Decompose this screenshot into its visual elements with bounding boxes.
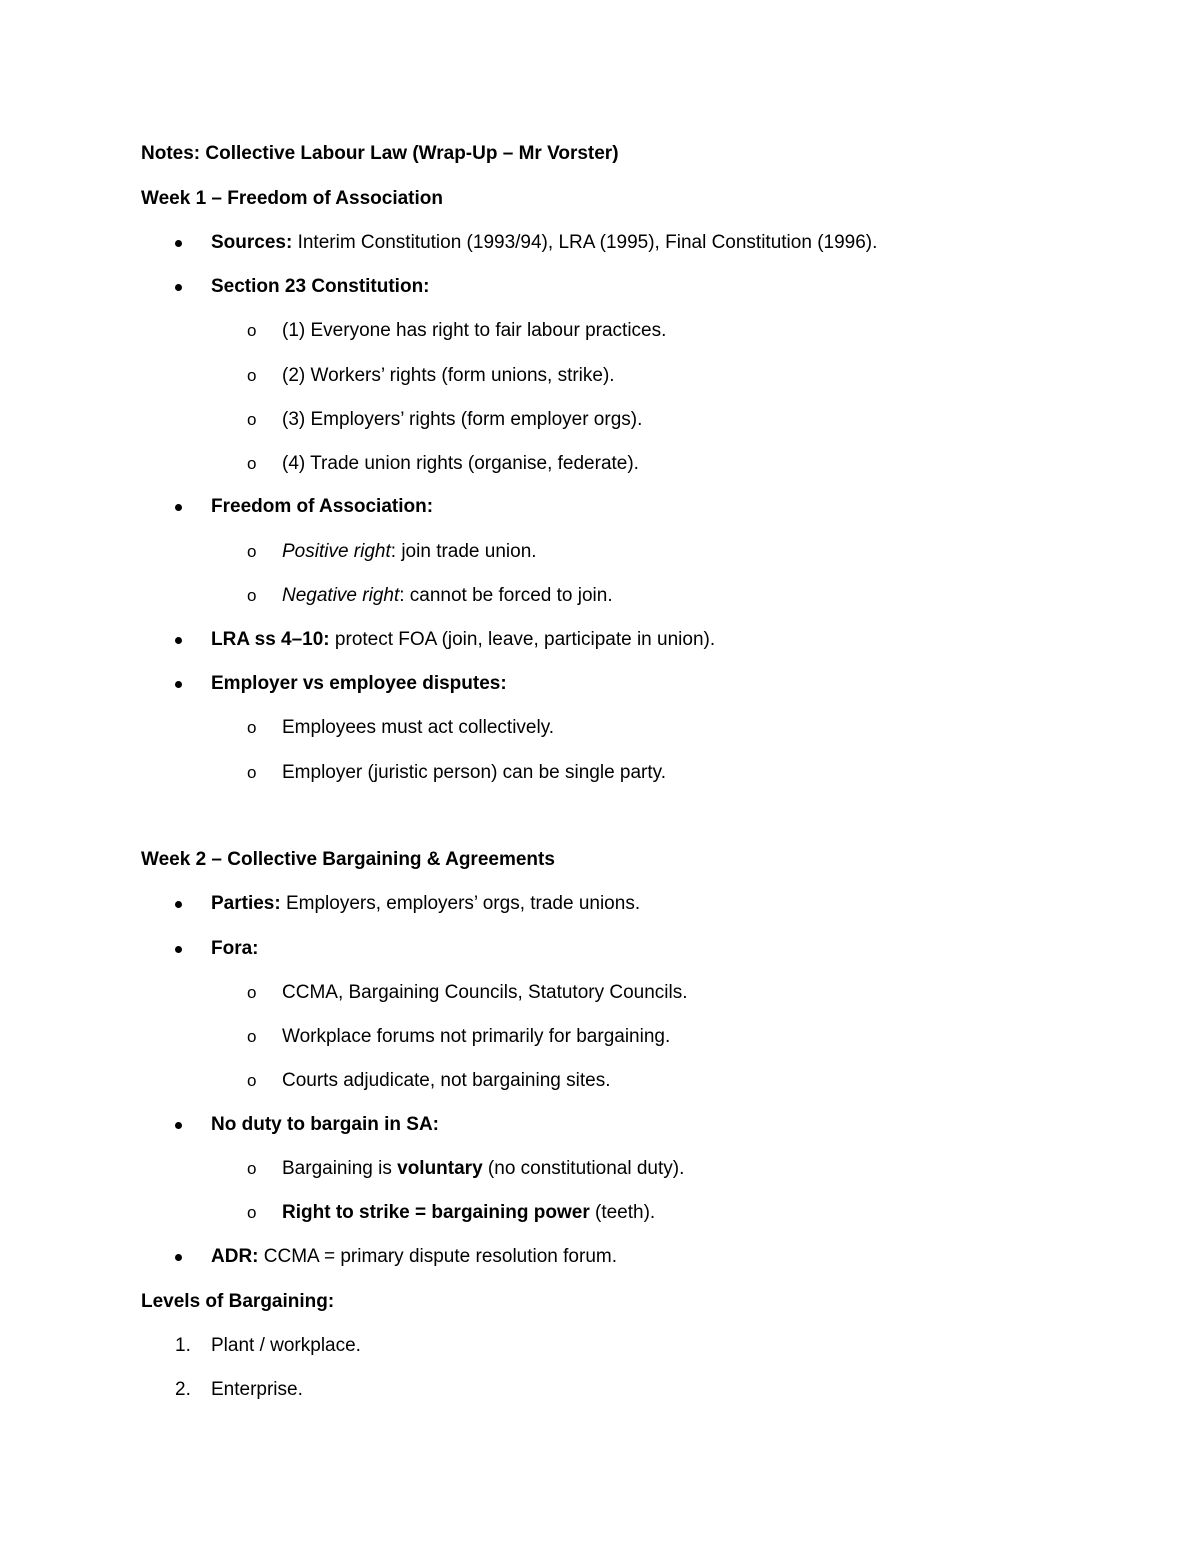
- sub-bullet-icon: o: [247, 983, 257, 1002]
- adr-text: CCMA = primary dispute resolution forum.: [258, 1246, 617, 1267]
- disputes-item: Employees must act collectively.: [282, 717, 555, 738]
- disputes-item: Employer (juristic person) can be single party.: [282, 762, 667, 783]
- sub-bullet-icon: o: [247, 1071, 257, 1090]
- lra-item: [211, 628, 715, 652]
- negative-right-item: [282, 584, 613, 608]
- negative-text: : cannot be forced to join.: [399, 585, 613, 606]
- sub-bullet-icon: o: [247, 1159, 257, 1178]
- sub-bullet-icon: o: [247, 410, 257, 429]
- document-title: Notes: Collective Labour Law (Wrap-Up – Mr Vorster): [141, 143, 619, 164]
- bullet-icon: [175, 901, 182, 908]
- bullet-icon: [175, 504, 182, 511]
- sub-bullet-icon: o: [247, 454, 257, 473]
- noduty-label: No duty to bargain in SA:: [211, 1114, 439, 1135]
- strike-bold: Right to strike = bargaining power: [282, 1202, 590, 1223]
- sub-bullet-icon: o: [247, 718, 257, 737]
- noduty-bold: voluntary: [397, 1158, 483, 1179]
- s23-item: (1) Everyone has right to fair labour practices.: [282, 320, 667, 341]
- levels-heading: Levels of Bargaining:: [141, 1291, 335, 1312]
- bullet-icon: [175, 946, 182, 953]
- fora-item: Workplace forums not primarily for bargaining.: [282, 1026, 671, 1047]
- adr-label: ADR:: [211, 1246, 259, 1267]
- fora-item: CCMA, Bargaining Councils, Statutory Councils.: [282, 982, 688, 1003]
- lra-label: LRA ss 4–10:: [211, 629, 330, 650]
- list-number: 2.: [175, 1379, 191, 1400]
- sub-bullet-icon: o: [247, 321, 257, 340]
- week2-heading: Week 2 – Collective Bargaining & Agreements: [141, 849, 555, 870]
- foa-label: Freedom of Association:: [211, 496, 434, 517]
- sub-bullet-icon: o: [247, 366, 257, 385]
- s23-item: (3) Employers’ rights (form employer orgs).: [282, 409, 643, 430]
- adr-item: [211, 1245, 617, 1269]
- negative-term: Negative right: [282, 585, 400, 606]
- positive-right-item: [282, 540, 537, 564]
- s23-label: Section 23 Constitution:: [211, 276, 430, 297]
- s23-item: (2) Workers’ rights (form unions, strike).: [282, 365, 615, 386]
- sub-bullet-icon: o: [247, 1027, 257, 1046]
- sources-text: Interim Constitution (1993/94), LRA (1995), Final Constitution (1996).: [292, 232, 878, 253]
- week1-heading: Week 1 – Freedom of Association: [141, 188, 443, 209]
- sub-bullet-icon: o: [247, 586, 257, 605]
- positive-text: : join trade union.: [390, 541, 537, 562]
- s23-item: (4) Trade union rights (organise, federate).: [282, 453, 639, 474]
- positive-term: Positive right: [282, 541, 391, 562]
- noduty-post: (no constitutional duty).: [482, 1158, 685, 1179]
- parties-label: Parties:: [211, 893, 281, 914]
- fora-item: Courts adjudicate, not bargaining sites.: [282, 1070, 611, 1091]
- noduty-pre: Bargaining is: [282, 1158, 398, 1179]
- bullet-icon: [175, 1254, 182, 1261]
- bullet-icon: [175, 240, 182, 247]
- levels-item: Plant / workplace.: [211, 1335, 361, 1356]
- bullet-icon: [175, 284, 182, 291]
- disputes-label: Employer vs employee disputes:: [211, 673, 507, 694]
- bullet-icon: [175, 1122, 182, 1129]
- bullet-icon: [175, 681, 182, 688]
- fora-label: Fora:: [211, 938, 259, 959]
- parties-item: [211, 892, 640, 916]
- sources-label: Sources:: [211, 232, 293, 253]
- sub-bullet-icon: o: [247, 542, 257, 561]
- noduty-item: [282, 1157, 684, 1181]
- list-number: 1.: [175, 1335, 191, 1356]
- levels-item: Enterprise.: [211, 1379, 303, 1400]
- parties-text: Employers, employers’ orgs, trade unions.: [280, 893, 641, 914]
- bullet-icon: [175, 637, 182, 644]
- lra-text: protect FOA (join, leave, participate in union).: [329, 629, 716, 650]
- sub-bullet-icon: o: [247, 763, 257, 782]
- sources-item: [211, 231, 877, 255]
- strike-item: [282, 1201, 655, 1225]
- sub-bullet-icon: o: [247, 1203, 257, 1222]
- strike-post: (teeth).: [589, 1202, 656, 1223]
